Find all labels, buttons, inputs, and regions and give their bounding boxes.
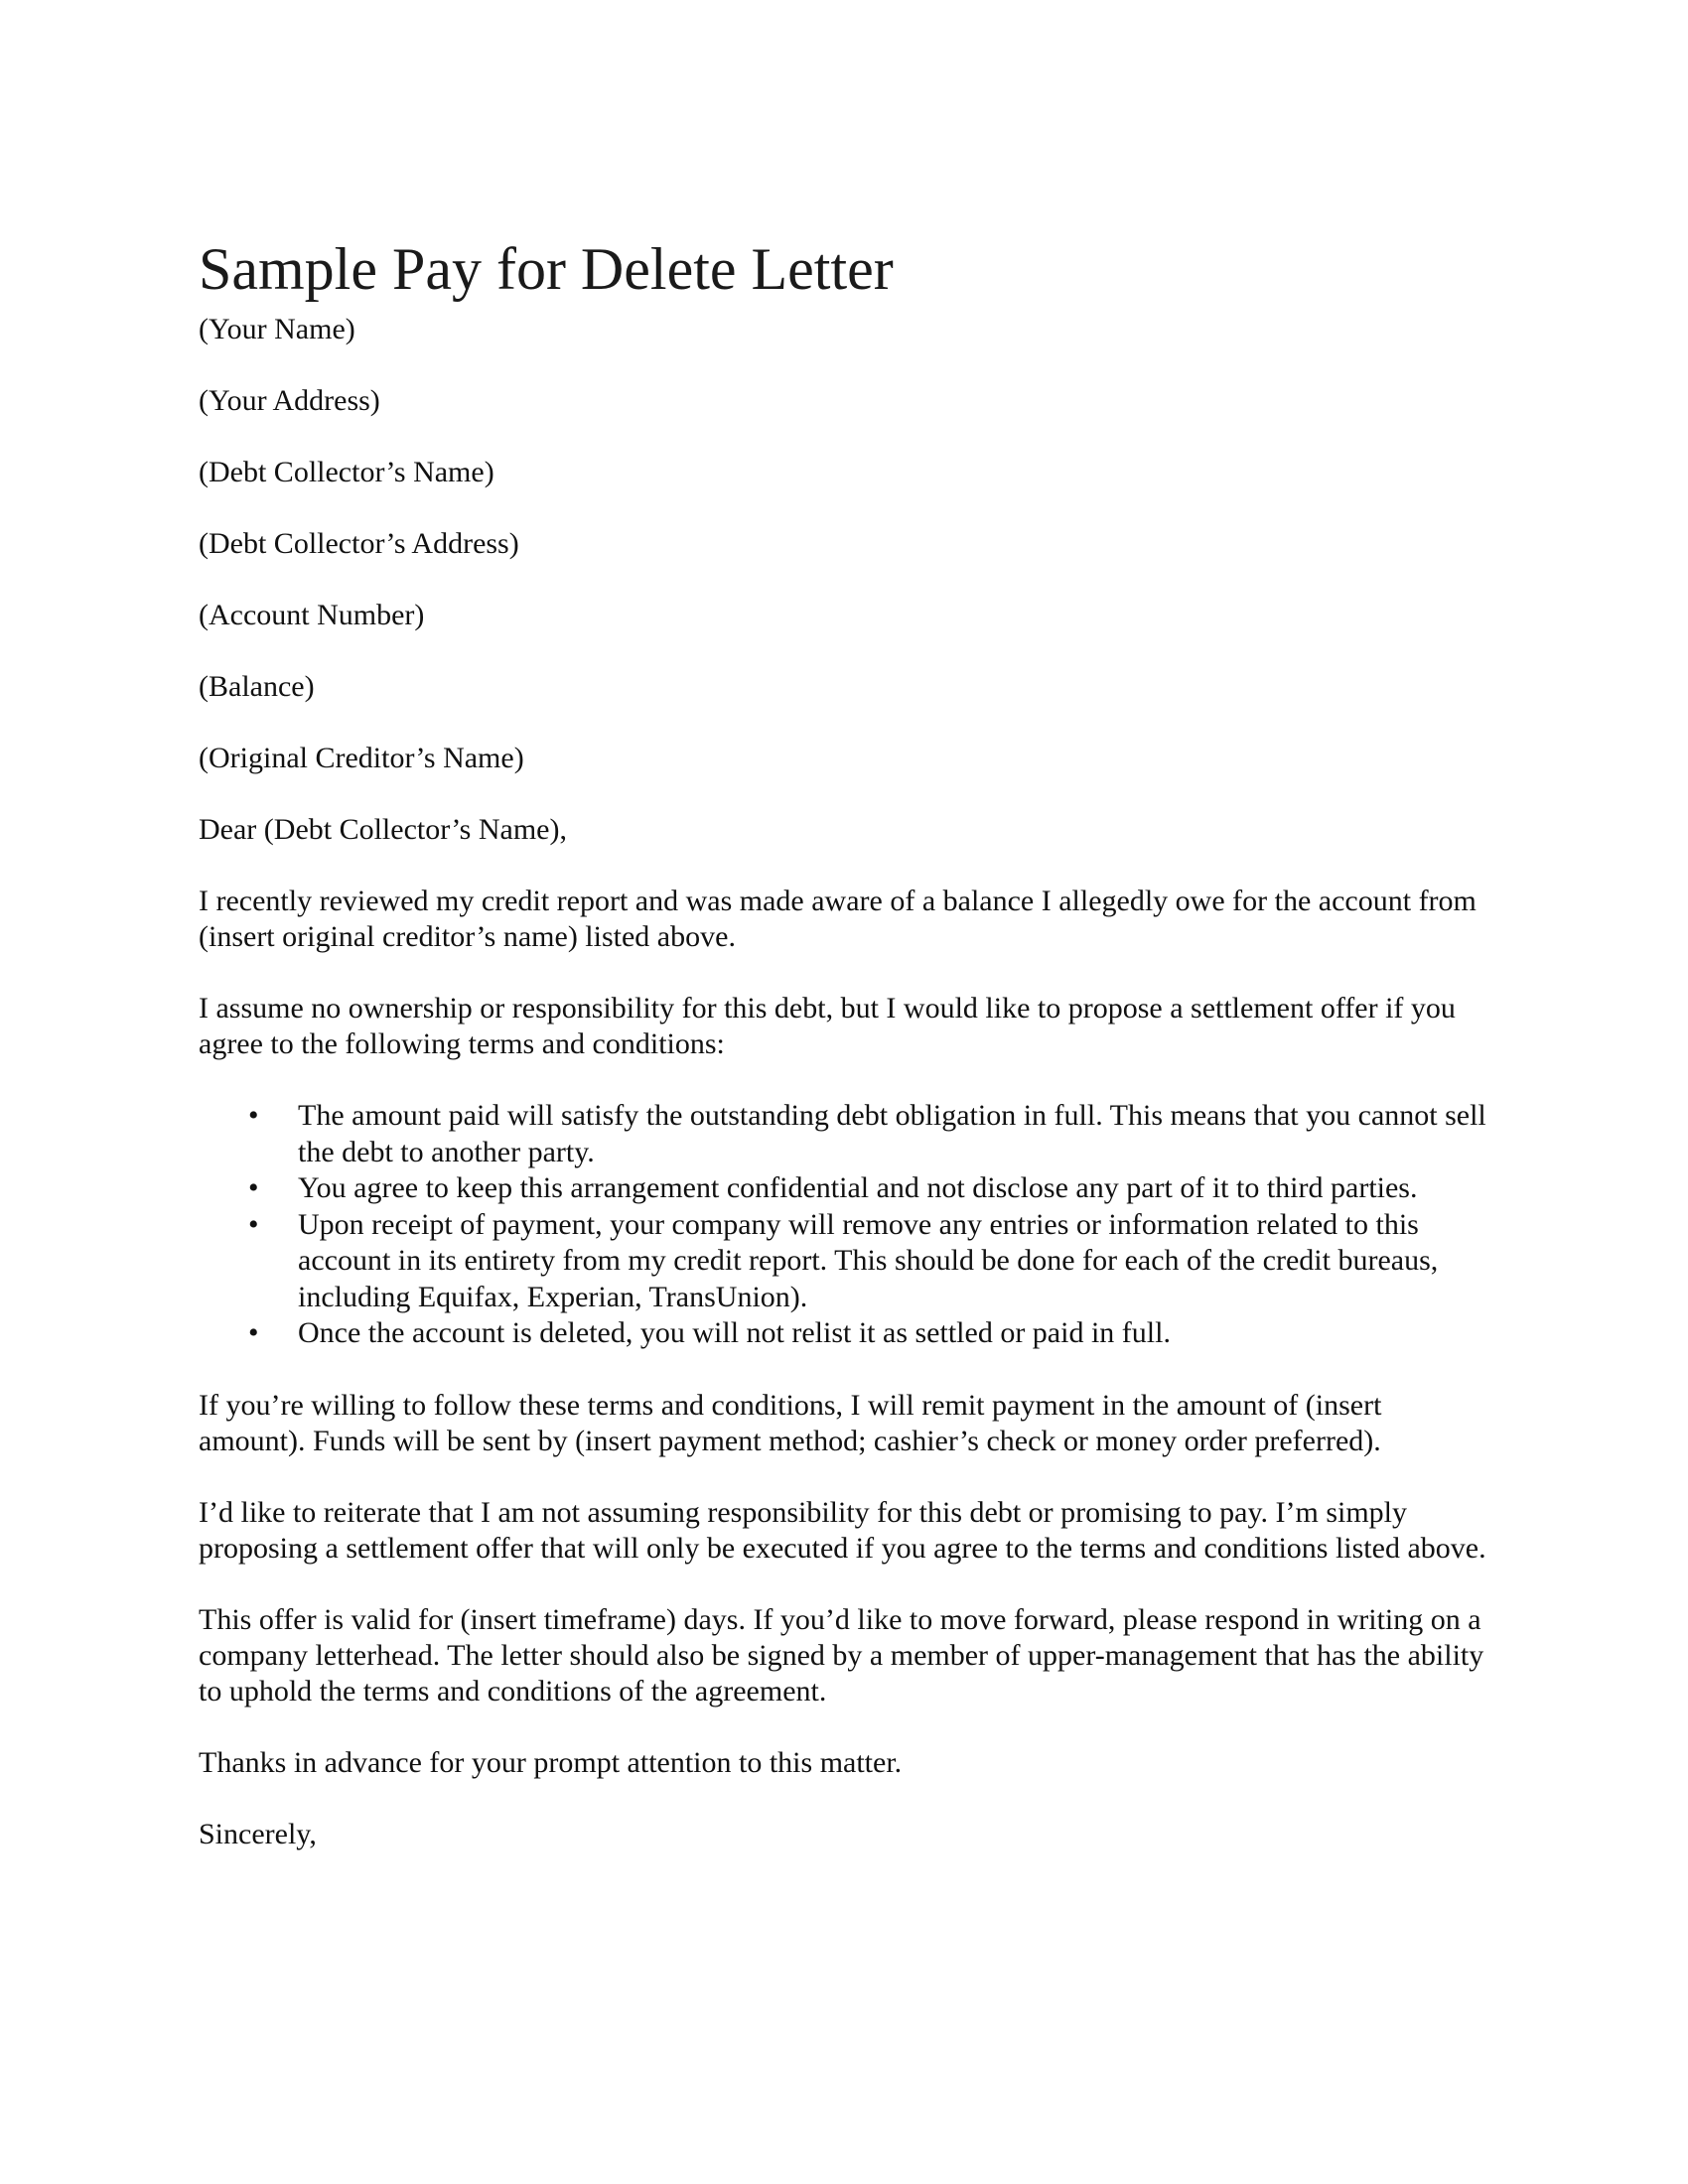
terms-list-item: [199, 1170, 1489, 1207]
header-original-creditor: (Original Creditor’s Name): [199, 742, 524, 774]
bullet-icon: •: [248, 1171, 259, 1204]
body-paragraph-2: I assume no ownership or responsibility for this debt, but I would like to propose a settlement offer if you agree to the following terms and conditions:: [199, 992, 1456, 1060]
header-collector-name: (Debt Collector’s Name): [199, 456, 494, 488]
body-paragraph-6: Thanks in advance for your prompt attention to this matter.: [199, 1745, 903, 1779]
header-account-number: (Account Number): [199, 599, 425, 631]
bullet-icon: •: [248, 1207, 259, 1241]
document-title: Sample Pay for Delete Letter: [199, 236, 894, 302]
bullet-icon: •: [248, 1099, 259, 1132]
term-text: Once the account is deleted, you will not relist it as settled or paid in full.: [298, 1316, 1171, 1349]
header-balance: (Balance): [199, 670, 315, 703]
header-collector-address: (Debt Collector’s Address): [199, 527, 519, 560]
terms-list: [199, 1098, 1489, 1352]
terms-list-item: [199, 1207, 1489, 1316]
bullet-icon: •: [248, 1316, 259, 1349]
header-block: [199, 312, 1489, 776]
header-your-address: (Your Address): [199, 384, 380, 417]
header-your-name: (Your Name): [199, 313, 355, 345]
body-paragraph-4: I’d like to reiterate that I am not assuming responsibility for this debt or promising to pay. I’m simply proposing a settlement offer that will only be executed if you agree to the terms and conditions listed above.: [199, 1495, 1486, 1565]
closing: Sincerely,: [199, 1817, 317, 1850]
term-text: You agree to keep this arrangement confidential and not disclose any part of it to third parties.: [298, 1171, 1418, 1204]
body-paragraph-1: I recently reviewed my credit report and was made aware of a balance I allegedly owe for the account from (insert original creditor’s name) listed above.: [199, 885, 1477, 953]
letter-page: [199, 234, 1489, 1888]
term-text: The amount paid will satisfy the outstanding debt obligation in full. This means that you cannot sell the debt to another party.: [298, 1099, 1486, 1168]
terms-list-item: [199, 1098, 1489, 1170]
body-paragraph-5: This offer is valid for (insert timeframe) days. If you’d like to move forward, please respond in writing on a company letterhead. The letter should also be signed by a member of upper-management that has the ability to uphold the terms and conditions of the agreement.: [199, 1602, 1484, 1707]
term-text: Upon receipt of payment, your company will remove any entries or information related to this account in its entirety from my credit report. This should be done for each of the credit bureaus, including Equifax, Experian, TransUnion).: [298, 1207, 1439, 1313]
terms-list-item: [199, 1315, 1489, 1352]
salutation: Dear (Debt Collector’s Name),: [199, 813, 567, 846]
body-paragraph-3: If you’re willing to follow these terms and conditions, I will remit payment in the amount of (insert amount). Funds will be sent by (insert payment method; cashier’s check or money order preferred).: [199, 1388, 1382, 1457]
